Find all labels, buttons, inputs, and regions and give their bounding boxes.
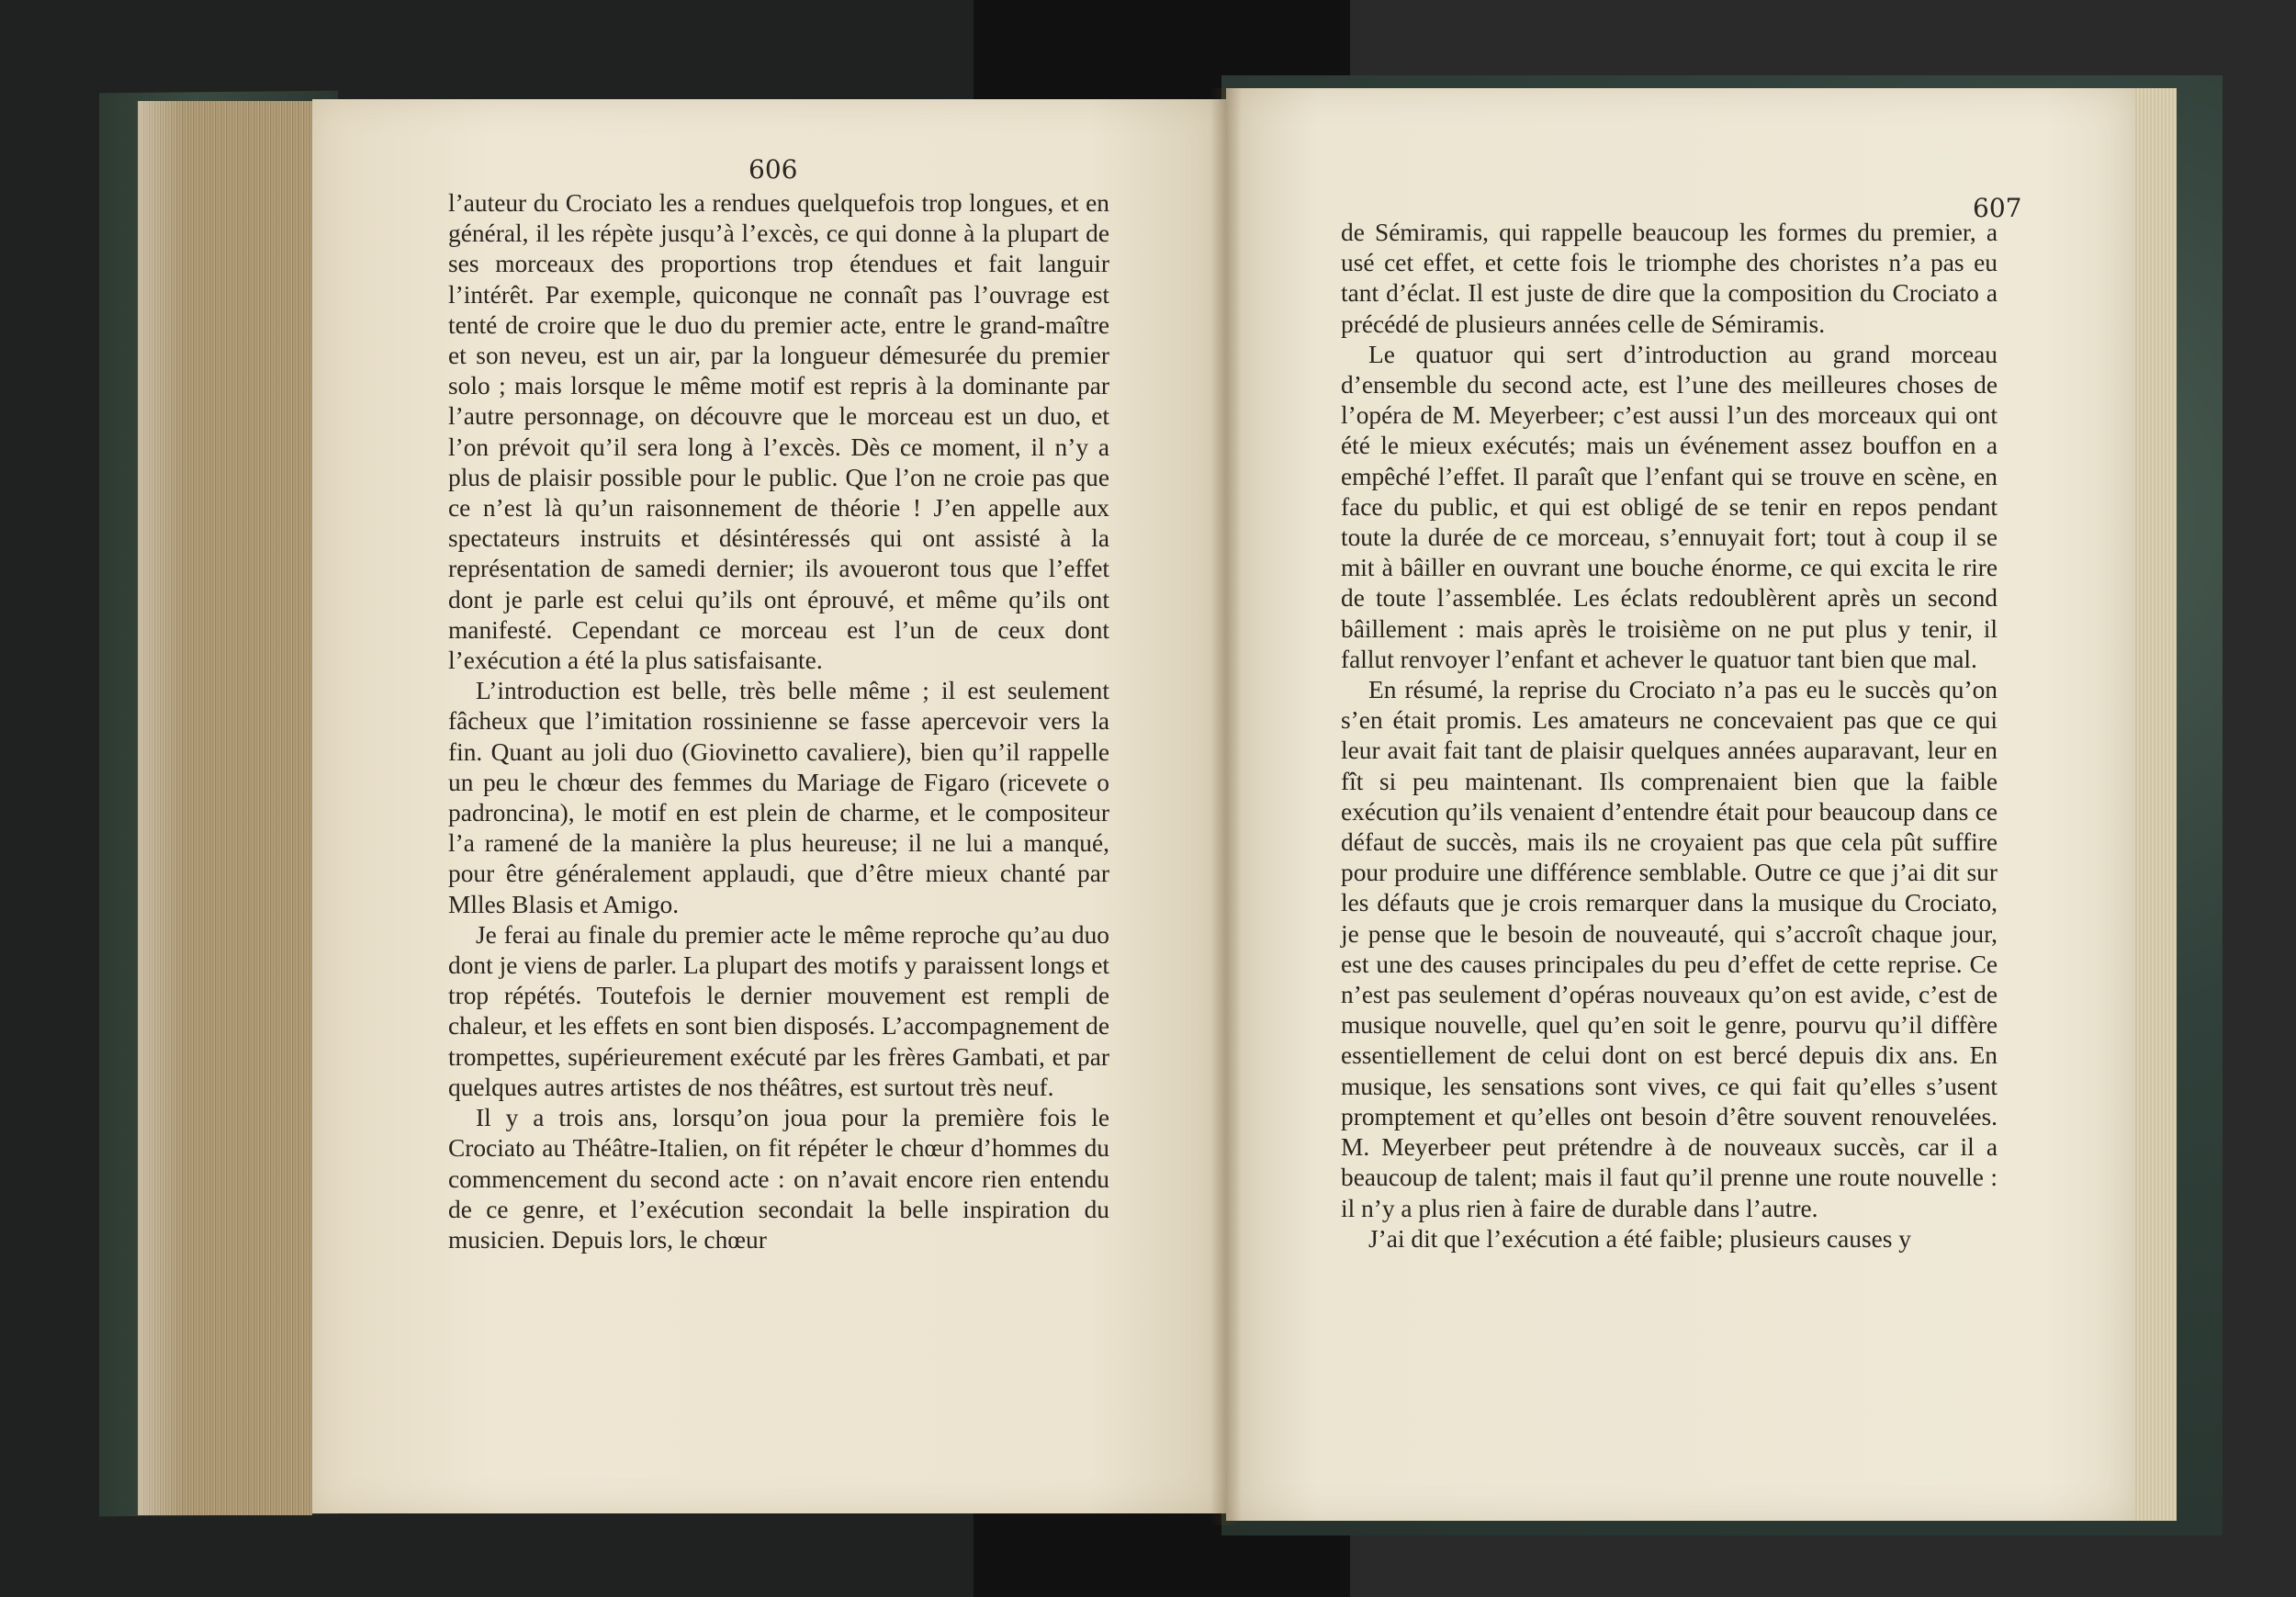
left-page-text — [448, 188, 1109, 1255]
left-paragraph-1: l’auteur du Crociato les a rendues quelquefois trop longues, et en général, il les répète jusqu’à l’excès, ce qui donne à la plupart de ses morceaux des proportions trop étendues et fait languir l’intérêt. Par exemple, quiconque ne connaît pas l’ouvrage est tenté de croire que le duo du premier acte, entre le grand-maître et son neveu, est un air, par la longueur démesurée du premier solo ; mais lorsque le même motif est repris à la dominante par l’autre personnage, on découvre que le morceau est un duo, et l’on prévoit qu’il sera long à l’excès. Dès ce moment, il n’y a plus de plaisir possible pour le public. Que l’on ne croie pas que ce n’est là qu’un raisonnement de théorie ! J’en appelle aux spectateurs instruits et désintéressés qui ont assisté à la représentation de samedi dernier; ils avoueront tous que l’effet dont je parle est celui qu’ils ont éprouvé, et même qu’ils ont manifesté. Cependant ce morceau est l’un de ceux dont l’exécution a été la plus satisfaisante. — [448, 189, 1109, 675]
right-paragraph-4: J’ai dit que l’exécution a été faible; plusieurs causes y — [1368, 1224, 1911, 1253]
right-paragraph-3: En résumé, la reprise du Crociato n’a pas eu le succès qu’on s’en était promis. Les amateurs ne concevaient pas que ce qui leur avait fait tant de plaisir quelques années auparavant, leur en fît si peu maintenant. Ils comprenaient bien que la faible exécution qu’ils venaient d’entendre était pour beaucoup dans ce défaut de succès, mais ils ne croyaient pas que cela pût suffire pour produire une différence semblable. Outre ce que j’ai dit sur les défauts que je crois remarquer dans la musique du Crociato, je pense que le besoin de nouveauté, qui s’accroît chaque jour, est une des causes principales du peu d’effet de cette reprise. Ce n’est pas seulement d’opéras nouveaux qu’on est avide, c’est de musique nouvelle, quel qu’en soit le genre, pourvu qu’il diffère essentiellement de celui dont on est bercé depuis dix ans. En musique, les sensations sont vives, ce qui fait qu’elles s’usent promptement et qu’elles ont besoin d’être souvent renouvelées. M. Meyerbeer peut prétendre à de nouveaux succès, car il a beaucoup de talent; mais il faut qu’il prenne une route nouvelle : il n’y a plus rien à faire de durable dans l’autre. — [1341, 676, 1998, 1222]
left-paragraph-4: Il y a trois ans, lorsqu’on joua pour la première fois le Crociato au Théâtre-Italien, on fit répéter le chœur d’hommes du commencement du second acte : on n’avait encore rien entendu de ce genre, et l’exécution secondait la belle inspiration du musicien. Depuis lors, le chœur — [448, 1104, 1109, 1254]
book-gutter — [1210, 88, 1242, 1525]
right-paragraph-2: Le quatuor qui sert d’introduction au grand morceau d’ensemble du second acte, est l’une des meilleures choses de l’opéra de M. Meyerbeer; c’est aussi l’un des morceaux qui ont été le mieux exécutés; mais un événement assez bouffon en a empêché l’effet. Il paraît que l’enfant qui se trouve en scène, en face du public, et qui est obligé de se tenir en repos pendant toute la durée de ce morceau, s’ennuyait fort; tout à coup il se mit à bâiller en ouvrant une bouche énorme, ce qui excita le rire de toute l’assemblée. Les éclats redoublèrent après un second bâillement : mais après le troisième on ne put plus y tenir, il fallut renvoyer l’enfant et achever le quatuor tant bien que mal. — [1341, 340, 1998, 673]
left-page-edges-highlight — [138, 101, 184, 1515]
left-paragraph-3: Je ferai au finale du premier acte le même reproche qu’au duo dont je viens de parler. La plupart des motifs y paraissent longs et trop répétés. Toutefois le dernier mouvement est rempli de chaleur, et les effets en sont bien disposés. L’accompagnement de trompettes, supérieurement exécuté par les frères Gambati, et par quelques autres artistes de nos théâtres, est surtout très neuf. — [448, 920, 1109, 1101]
right-page-number: 607 — [1973, 193, 2022, 223]
left-paragraph-2: L’introduction est belle, très belle même ; il est seulement fâcheux que l’imitation rossinienne se fasse apercevoir vers la fin. Quant au joli duo (Giovinetto cavaliere), bien qu’il rappelle un peu le chœur des femmes du Mariage de Figaro (ricevete o padroncina), le motif en est plein de charme, et le compositeur l’a ramené de la manière la plus heureuse; il ne lui a manqué, pour être généralement applaudi, que d’être mieux chanté par Mlles Blasis et Amigo. — [448, 677, 1109, 918]
left-page-number: 606 — [748, 154, 798, 185]
right-paragraph-1: de Sémiramis, qui rappelle beaucoup les formes du premier, a usé cet effet, et cette fois le triomphe des choristes n’a pas eu tant d’éclat. Il est juste de dire que la composition du Crociato a précédé de plusieurs années celle de Sémiramis. — [1341, 219, 1998, 338]
right-page-text — [1341, 218, 1998, 1254]
